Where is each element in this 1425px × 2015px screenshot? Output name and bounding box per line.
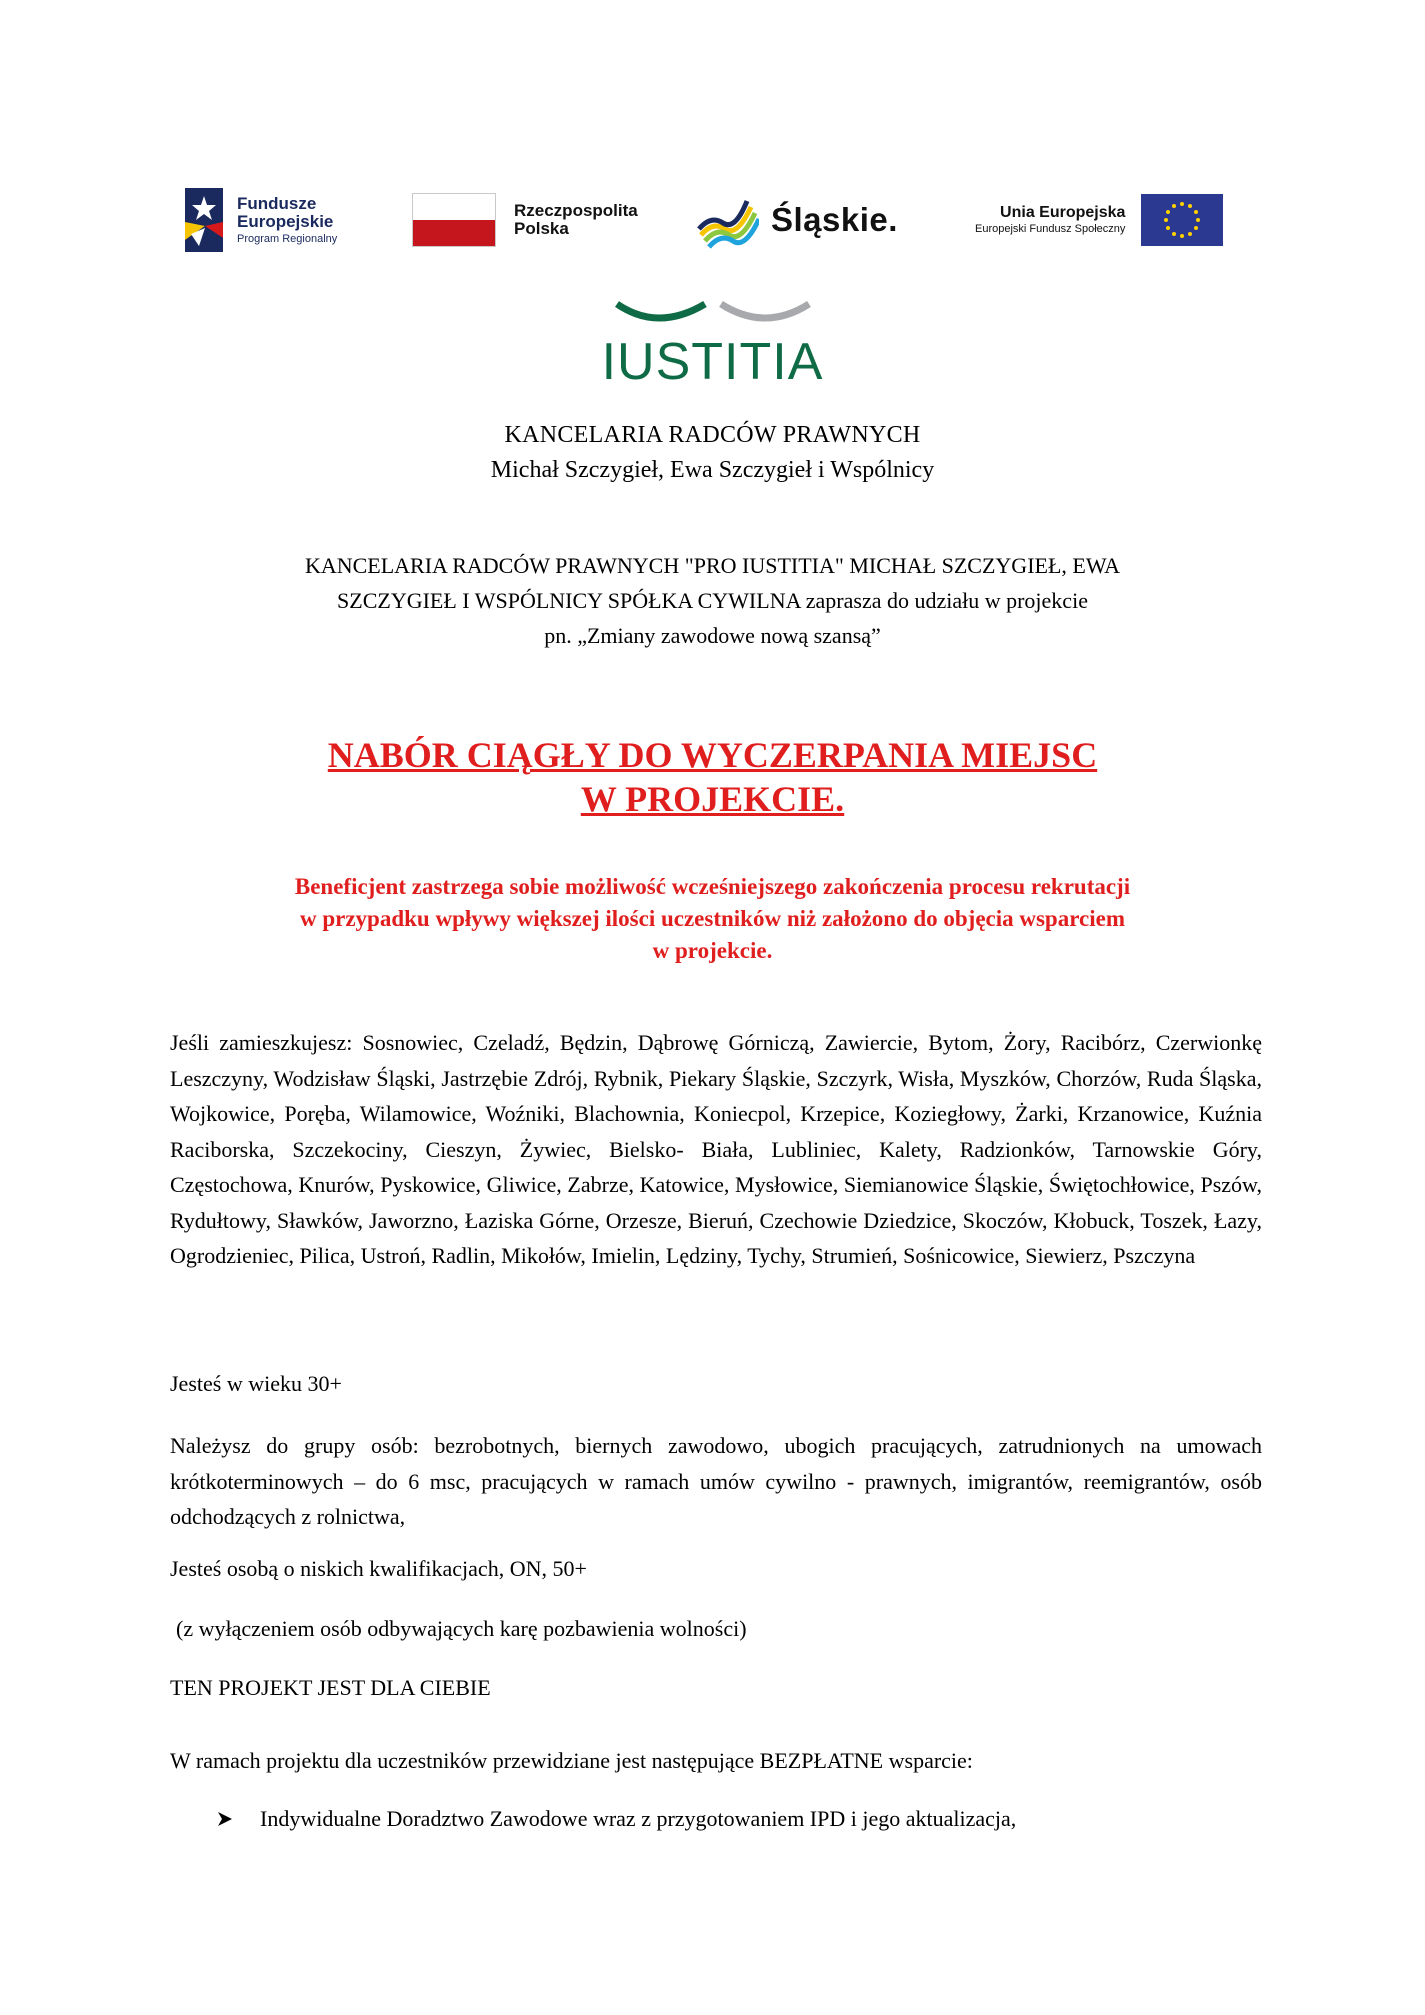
slaskie-text: Śląskie.: [771, 201, 898, 238]
fe-line3: Program Regionalny: [237, 232, 338, 245]
firm-partners: Michał Szczygieł, Ewa Szczygieł i Wspólnicy: [490, 457, 935, 483]
polish-flag-icon: [412, 193, 496, 247]
slaskie-waves-icon: [697, 191, 759, 249]
fundusze-europejskie-logo: [185, 185, 337, 255]
age-paragraph: Jesteś w wieku 30+: [170, 1371, 342, 1396]
notice-line1: Beneficjent zastrzega sobie możliwość wcześniejszego zakończenia procesu rekrutacji: [294, 874, 1131, 899]
project-for-you-paragraph: TEN PROJEKT JEST DLA CIEBIE: [170, 1675, 491, 1700]
intro-line3: pn. „Zmiany zawodowe nową szansą”: [544, 623, 881, 648]
support-paragraph: W ramach projektu dla uczestników przewidziane jest następujące BEZPŁATNE wsparcie:: [170, 1748, 973, 1773]
qualifications-paragraph: Jesteś osobą o niskich kwalifikacjach, ON, 50+: [170, 1556, 587, 1581]
notice-line2: w przypadku wpływy większej ilości uczestników niż założono do objęcia wsparciem: [299, 906, 1125, 931]
intro-line1: KANCELARIA RADCÓW PRAWNYCH "PRO IUSTITIA" MICHAŁ SZCZYGIEŁ, EWA: [304, 553, 1121, 578]
fundusze-europejskie-text: [237, 195, 337, 245]
exclusion-paragraph: (z wyłączeniem osób odbywających karę pozbawienia wolności): [176, 1616, 747, 1641]
fe-line2: Europejskie: [237, 211, 334, 231]
eu-flag-icon: [1141, 194, 1223, 246]
beneficiary-notice: [0, 871, 1425, 967]
iustitia-logo: [0, 298, 1425, 391]
rp-line1: Rzeczpospolita: [514, 201, 638, 221]
rzeczpospolita-polska-logo: [412, 185, 638, 255]
logo-strip: [185, 185, 1250, 255]
firm-name: KANCELARIA RADCÓW PRAWNYCH: [504, 422, 921, 448]
bullet-text: Indywidualne Doradztwo Zawodowe wraz z przygotowaniem IPD i jego aktualizacja,: [260, 1806, 1017, 1831]
headline-line1: NABÓR CIĄGŁY DO WYCZERPANIA MIEJSC: [327, 735, 1098, 775]
groups-paragraph: Należysz do grupy osób: bezrobotnych, biernych zawodowo, ubogich pracujących, zatrudnionych na umowach krótkoterminowych – do 6 msc, pracujących w ramach umów cywilno - prawnych, imigrantów, reemigrantów, osób odchodzących z rolnictwa,: [170, 1433, 1262, 1529]
fe-line1: Fundusze: [237, 193, 317, 213]
headline-line2: W PROJEKCIE.: [580, 779, 845, 819]
unia-europejska-logo: [975, 185, 1223, 255]
intro-paragraph: [0, 548, 1425, 653]
rzeczpospolita-text: [514, 202, 638, 238]
fundusze-europejskie-star-icon: [185, 188, 223, 252]
slaskie-logo: [697, 185, 898, 255]
ue-line2: Europejski Fundusz Społeczny: [975, 222, 1126, 235]
iustitia-arcs-icon: [613, 298, 813, 334]
unia-europejska-text: [975, 204, 1125, 235]
notice-line3: w projekcie.: [652, 938, 773, 963]
arrowhead-bullet-icon: [217, 1811, 233, 1827]
iustitia-wordmark: IUSTITIA: [601, 333, 824, 391]
cities-paragraph: Jeśli zamieszkujesz: Sosnowiec, Czeladź, Będzin, Dąbrowę Górniczą, Zawiercie, Bytom, Żory, Racibórz, Czerwionkę Leszczyny, Wodzisław Śląski, Jastrzębie Zdrój, Rybnik, Piekary Śląskie, Szczyrk, Wisła, Myszków, Chorzów, Ruda Śląska, Wojkowice, Poręba, Wilamowice, Woźniki, Blachownia, Koniecpol, Krzepice, Koziegłowy, Żarki, Krzanowice, Kuźnia Raciborska, Szczekociny, Cieszyn, Żywiec, Bielsko- Biała, Lubliniec, Kalety, Radzionków, Tarnowskie Góry, Częstochowa, Knurów, Pyskowice, Gliwice, Zabrze, Katowice, Mysłowice, Siemianowice Śląskie, Świętochłowice, Pszów, Rydułtowy, Sławków, Jaworzno, Łaziska Górne, Orzesze, Bieruń, Czechowie Dziedzice, Skoczów, Kłobuck, Toszek, Łazy, Ogrodzieniec, Pilica, Ustroń, Radlin, Mikołów, Imielin, Lędziny, Tychy, Strumień, Sośnicowice, Siewierz, Pszczyna: [170, 1030, 1262, 1268]
rp-line2: Polska: [514, 219, 569, 238]
list-item: [217, 1806, 1016, 1832]
ue-line1: Unia Europejska: [1000, 204, 1126, 222]
recruitment-headline: [0, 733, 1425, 821]
intro-line2: SZCZYGIEŁ I WSPÓLNICY SPÓŁKA CYWILNA zaprasza do udziału w projekcie: [337, 588, 1088, 613]
